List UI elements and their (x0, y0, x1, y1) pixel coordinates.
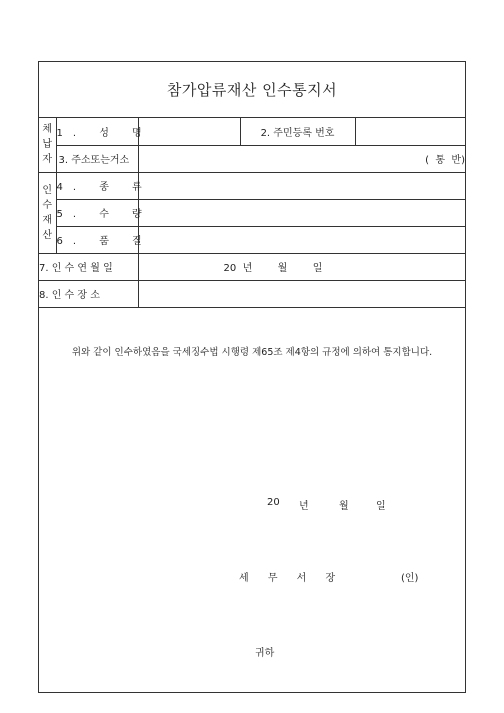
place-label: 8. 인 수 장 소 (39, 280, 138, 307)
address-value[interactable] (138, 145, 465, 172)
name-value[interactable] (138, 118, 240, 145)
type-value[interactable] (138, 172, 465, 199)
date-label: 7. 인 수 연 월 일 (39, 253, 138, 280)
address-suffix: ( 통 반) (425, 155, 465, 166)
date-value[interactable]: 20 년 월 일 (138, 253, 465, 280)
notice-text: 위와 같이 인수하였음을 국세징수법 시행령 제65조 제4항의 규정에 의하여 통지합니다. (71, 347, 433, 358)
resident-id-label: 2. 주민등록 번호 (240, 118, 355, 145)
quantity-value[interactable] (138, 199, 465, 226)
address-label: 3. 주소또는거소 (56, 145, 138, 172)
quality-value[interactable] (138, 226, 465, 253)
quality-label: 6. 품 질 (56, 226, 138, 253)
resident-id-value[interactable] (355, 118, 465, 145)
type-label: 4. 종 류 (56, 172, 138, 199)
seal-mark: (인) (401, 573, 419, 584)
notice-form: 참가압류재산 인수통지서 체 납 자 1. 성 명 2. 주민등록 번호 3. 주소또는거소 ( 통 반) 인 수 재 산 4. 종 류 5. 수 량 6. 품 질 7. 인 수 연 월 일 20 년 월 일 8. 인 수 장 소 위와 같이 인수하였음을 국세징수법 시행령 제65조 제4항의 규정에 의하여 통지합니다. 20 년 월 일 세 무 서 장 (인) 귀하 (38, 61, 466, 693)
taxpayer-group-label: 체 납 자 (39, 118, 56, 172)
place-value[interactable] (138, 280, 465, 307)
form-grid (39, 118, 465, 308)
quantity-label: 5. 수 량 (56, 199, 138, 226)
tax-office-head: 세 무 서 장 (239, 573, 344, 584)
asset-group-label: 인 수 재 산 (39, 172, 56, 253)
form-title: 참가압류재산 인수통지서 (39, 62, 465, 118)
name-label: 1. 성 명 (56, 118, 138, 145)
